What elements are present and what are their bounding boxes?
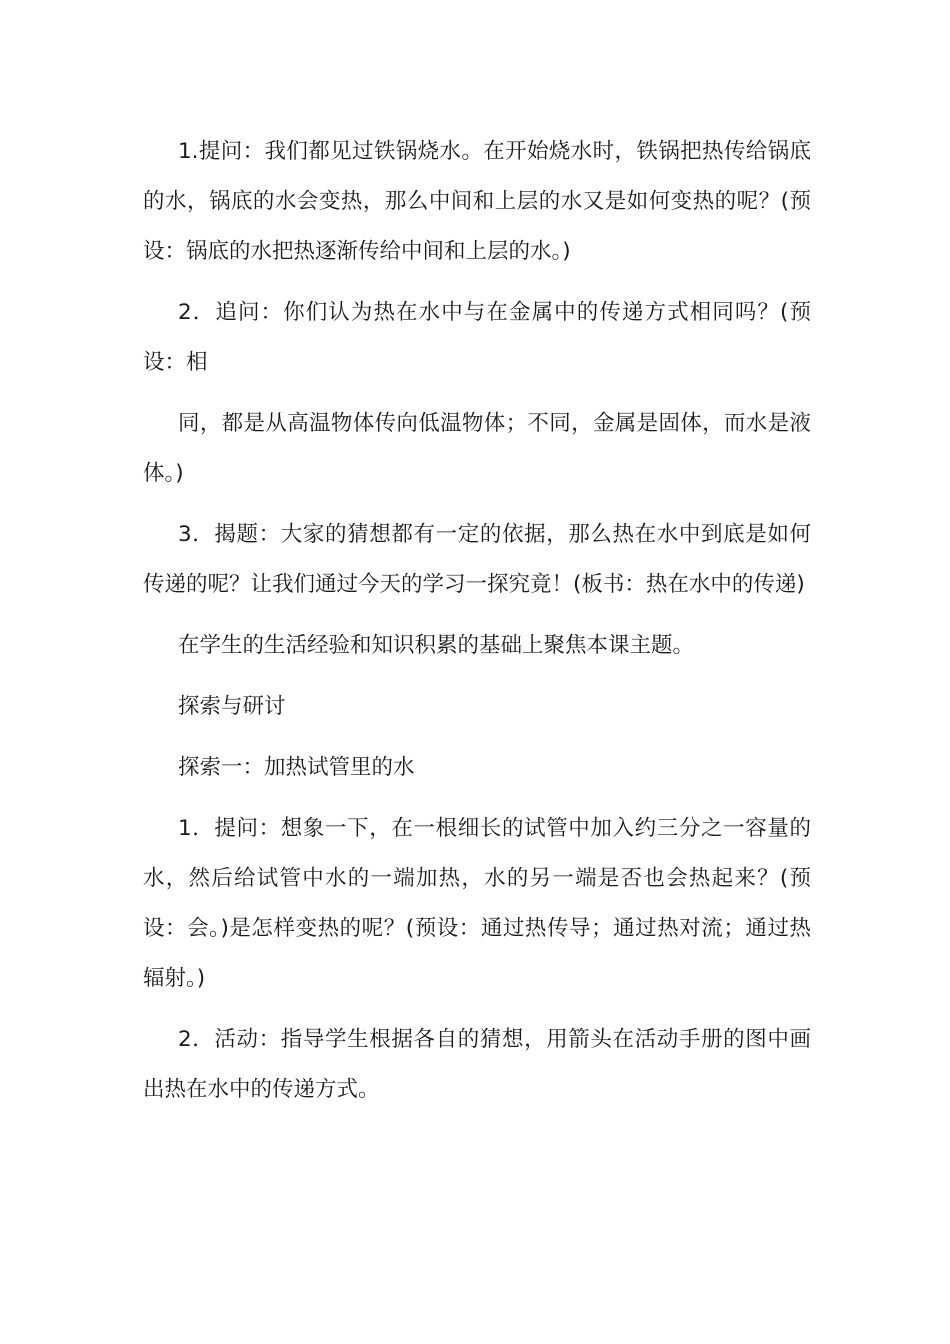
subsection-heading-explore-one: 探索一：加热试管里的水 xyxy=(178,755,415,780)
paragraph-activity: 2．活动：指导学生根据各自的猜想，用箭头在活动手册的图中画出热在水中的传递方式。 xyxy=(143,1027,811,1102)
paragraph-reveal-topic: 3．揭题：大家的猜想都有一定的依据，那么热在水中到底是如何传递的呢？让我们通过今天的学习一探究竟！(板书：热在水中的传递) xyxy=(143,522,811,597)
section-heading-explore-discuss: 探索与研讨 xyxy=(178,694,286,719)
paragraph-explore-question: 1．提问：想象一下，在一根细长的试管中加入约三分之一容量的水，然后给试管中水的一端加热，水的另一端是否也会热起来？(预设：会。)是怎样变热的呢？(预设：通过热传导；通过热对流；通过热辐射。) xyxy=(143,816,811,991)
paragraph-focus-note: 在学生的生活经验和知识积累的基础上聚焦本课主题。 xyxy=(178,633,695,658)
paragraph-follow-up-question: 2．追问：你们认为热在水中与在金属中的传递方式相同吗？(预设：相 xyxy=(143,300,811,375)
paragraph-follow-up-continued: 同，都是从高温物体传向低温物体；不同，金属是固体，而水是液体。) xyxy=(143,411,811,486)
paragraph-question-1: 1.提问：我们都见过铁锅烧水。在开始烧水时，铁锅把热传给锅底的水，锅底的水会变热，那么中间和上层的水又是如何变热的呢？(预设：锅底的水把热逐渐传给中间和上层的水。) xyxy=(143,139,811,264)
document-body xyxy=(143,127,811,1115)
